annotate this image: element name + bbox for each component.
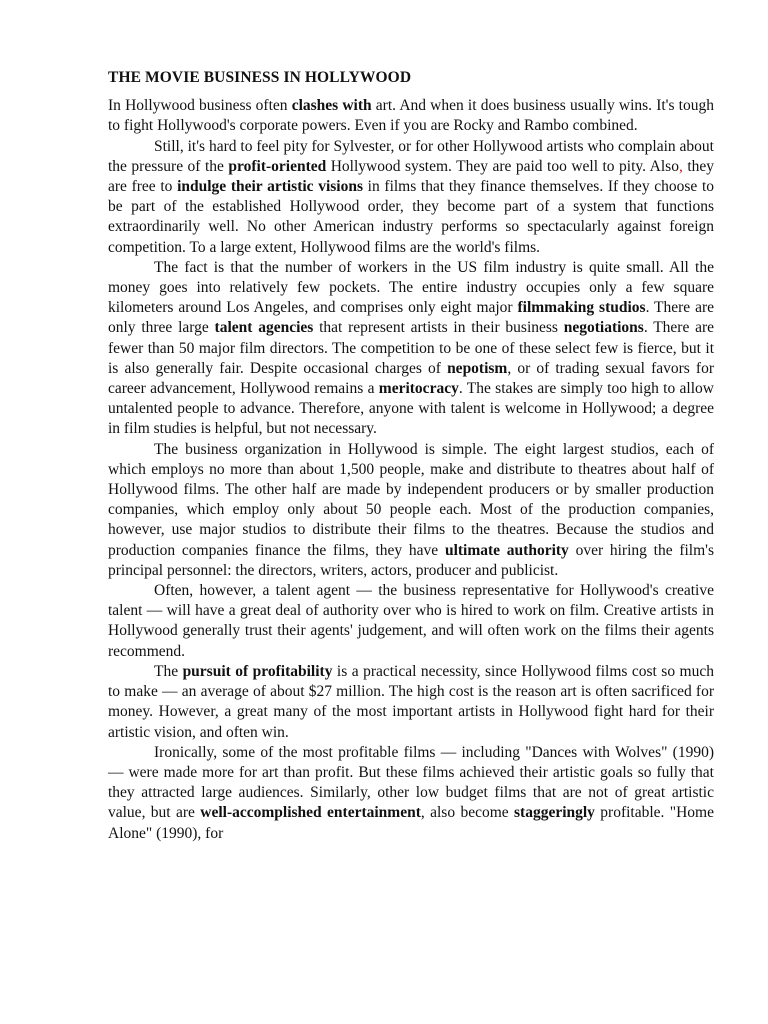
bold-term: profit-oriented bbox=[228, 157, 327, 175]
text-run: , also become bbox=[420, 804, 514, 822]
text-run: art. And when it does business usually wins. It's tough to fight Hollywood's corporate powers. Even if you are Rocky and Rambo combined. bbox=[108, 97, 714, 135]
bold-term: filmmaking studios bbox=[517, 299, 646, 317]
bold-term: talent agencies bbox=[214, 319, 314, 337]
text-run: they are free to bbox=[108, 157, 715, 196]
document-page bbox=[108, 68, 714, 844]
text-run: Hollywood system. They are paid too well to pity. Also bbox=[326, 157, 679, 175]
paragraph bbox=[108, 258, 714, 440]
bold-term: meritocracy bbox=[378, 380, 459, 398]
text-run: Ironically, some of the most profitable films — including "Dances with Wolves" (1990) — were made more for art than profit. But these films achieved their artistic goals so fully that they attracted large audiences. Similarly, other low budget films that are not of great artistic value, but are bbox=[108, 743, 714, 822]
paragraph bbox=[108, 137, 714, 258]
text-run: that represent artists in their business bbox=[313, 319, 564, 337]
bold-term: pursuit of profitability bbox=[182, 662, 333, 680]
text-run: The bbox=[154, 662, 183, 680]
bold-term: nepotism bbox=[447, 359, 508, 377]
text-run: in films that they finance themselves. If they choose to be part of the established Hollywood order, they become part of a system that functions extraordinarily well. No other American industry performs so spectacularly against foreign competition. To a large extent, Hollywood films are the world's films. bbox=[108, 178, 714, 256]
text-run: Often, however, a talent agent — the business representative for Hollywood's creative talent — will have a great deal of authority over who is hired to work on film. Creative artists in Hollywood generally trust their agents' judgement, and will often work on the films their agents recommend. bbox=[108, 582, 714, 660]
text-run: over hiring the film's principal personnel: the directors, writers, actors, producer and publicist. bbox=[108, 541, 714, 579]
text-run: , or of trading sexual favors for career advancement, Hollywood remains a bbox=[108, 359, 714, 398]
text-run: The business organization in Hollywood is simple. The eight largest studios, each of which employs no more than about 1,500 people, make and distribute to theatres about half of Hollywood films. The other half are made by independent producers or by smaller production companies, which employ only about 50 people each. Most of the production companies, however, use major studios to distribute their films to the theatres. Because the studios and production companies finance the films, they have bbox=[108, 440, 714, 559]
bold-term: well-accomplished entertainment bbox=[200, 804, 421, 822]
text-run: is a practical necessity, since Hollywood films cost so much to make — an average of about $27 million. The high cost is the reason art is often sacrificed for money. However, a great many of the most important artists in Hollywood fight hard for their artistic vision, and often win. bbox=[108, 662, 714, 741]
paragraph bbox=[108, 440, 714, 581]
text-run: . The stakes are simply too high to allow untalented people to advance. Therefore, anyone with talent is welcome in Hollywood; a degree in film studies is helpful, but not necessary. bbox=[108, 380, 714, 438]
bold-term: indulge their artistic visions bbox=[177, 178, 364, 196]
text-run: In Hollywood business often bbox=[108, 97, 292, 115]
text-run: The fact is that the number of workers in the US film industry is quite small. All the money goes into relatively few pockets. The entire industry occupies only a few square kilometers around Los Angeles, and comprises only eight major bbox=[108, 258, 714, 317]
paragraph bbox=[108, 743, 714, 844]
document-title: THE MOVIE BUSINESS IN HOLLYWOOD bbox=[108, 69, 412, 86]
bold-term: ultimate authority bbox=[444, 541, 569, 559]
text-run: profitable. "Home Alone" (1990), for bbox=[108, 804, 714, 842]
bold-term: staggeringly bbox=[514, 804, 595, 822]
text-run: Still, it's hard to feel pity for Sylvester, or for other Hollywood artists who complain about the pressure of the bbox=[108, 137, 714, 175]
bold-term: clashes with bbox=[291, 97, 372, 115]
paragraph bbox=[108, 662, 714, 743]
text-run: . There are only three large bbox=[108, 299, 715, 337]
document-body bbox=[108, 96, 714, 844]
paragraph bbox=[108, 96, 714, 136]
bold-term: negotiations bbox=[563, 319, 644, 337]
text-run: . There are fewer than 50 major film directors. The competition to be one of these select few is fierce, but it is also generally fair. Despite occasional charges of bbox=[108, 319, 715, 377]
highlighted-mark: , bbox=[678, 157, 683, 175]
paragraph bbox=[108, 581, 714, 662]
